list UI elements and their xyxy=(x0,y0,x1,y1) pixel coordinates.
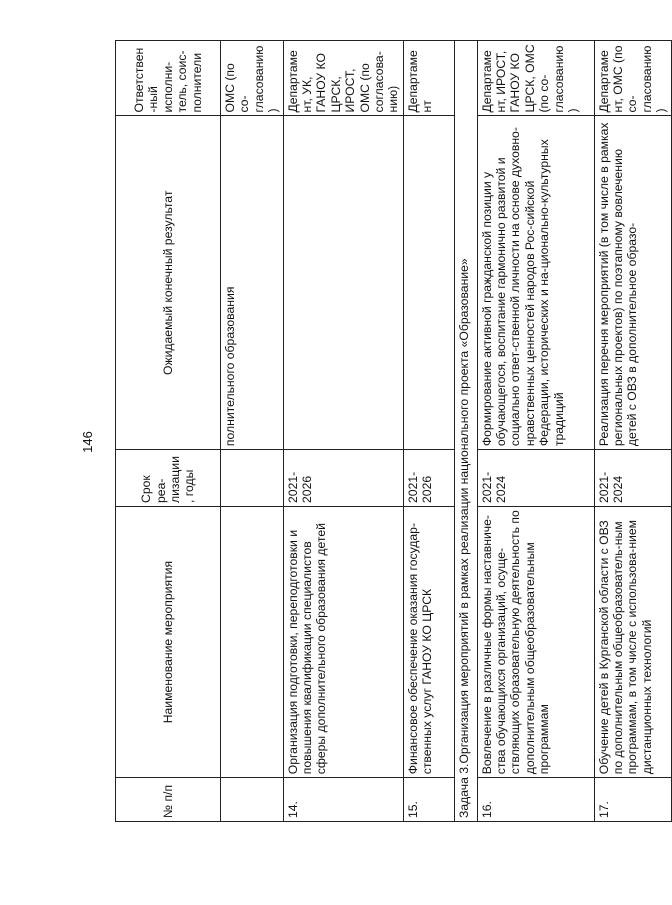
cell-term: 2021-2024 xyxy=(477,450,594,507)
header-term: Срок реа-лизации, годы xyxy=(116,450,221,507)
table-row xyxy=(221,41,284,822)
cell-num: 14. xyxy=(283,778,403,822)
header-num: № п/п xyxy=(116,778,221,822)
cell-responsible: Департамент, ОМС (по со-гласованию) xyxy=(594,41,671,117)
cell-name: Обучение детей в Курганской области с ОВЗ по дополнительным общеобразователь-ным программам, в том числе с использова-нием дистанционных технологий xyxy=(594,506,671,777)
cell-num: 15. xyxy=(403,778,454,822)
task-heading-row xyxy=(454,41,477,822)
table-row xyxy=(283,41,403,822)
cell-name: Финансовое обеспечение оказания государ-ственных услуг ГАНОУ КО ЦРСК xyxy=(403,506,454,777)
cell-result: Формирование активной гражданской позиции у обучающегося, воспитание гармонично развитой и социально ответ-ственной личности на основе духовно-нравственных ценностей народов Рос-сийской Федерации, исторических и на-ционально-культурных традиций xyxy=(477,116,594,450)
cell-term: 2021-2026 xyxy=(403,450,454,507)
cell-num: 17. xyxy=(594,778,671,822)
cell-responsible: Департамент, УК, ГАНОУ КО ЦРСК, ИРОСТ, ОМС (по согласова-нию) xyxy=(283,41,403,117)
cell-result xyxy=(403,116,454,450)
page-number: 146 xyxy=(80,431,95,453)
rotated-table-container xyxy=(115,40,669,822)
cell-name: Организация подготовки, переподготовки и повышения квалификации специалистов сферы дополнительного образования детей xyxy=(283,506,403,777)
cell-result xyxy=(283,116,403,450)
header-name: Наименование мероприятия xyxy=(116,506,221,777)
cell-responsible: ОМС (по со-гласованию) xyxy=(221,41,284,117)
cell-result: Реализация перечня мероприятий (в том числе в рамках региональных проектов) по поэтапному вовлечению детей с ОВЗ в дополнительное образо- xyxy=(594,116,671,450)
cell-term: 2021-2024 xyxy=(594,450,671,507)
cell-num xyxy=(221,778,284,822)
cell-responsible: Департамент xyxy=(403,41,454,117)
header-responsible: Ответствен-ный исполни-тель, соис-полнители xyxy=(116,41,221,117)
cell-term xyxy=(221,450,284,507)
cell-name: Вовлечение в различные формы наставниче-ства обучающихся организаций, осуще-ствляющих образовательную деятельность по дополнительным общеобразовательным программам xyxy=(477,506,594,777)
table-row xyxy=(403,41,454,822)
table-row xyxy=(477,41,594,822)
cell-term: 2021-2026 xyxy=(283,450,403,507)
cell-name xyxy=(221,506,284,777)
task-heading: Задача 3.Организация мероприятий в рамках реализации национального проекта «Образование» xyxy=(454,41,477,822)
header-result: Ожидаемый конечный результат xyxy=(116,116,221,450)
cell-num: 16. xyxy=(477,778,594,822)
table-header-row xyxy=(116,41,221,822)
cell-result: полнительного образования xyxy=(221,116,284,450)
cell-responsible: Департамент, ИРОСТ, ГАНОУ КО ЦРСК, ОМС (по со-гласованию) xyxy=(477,41,594,117)
measures-table xyxy=(115,40,672,822)
table-row xyxy=(594,41,671,822)
